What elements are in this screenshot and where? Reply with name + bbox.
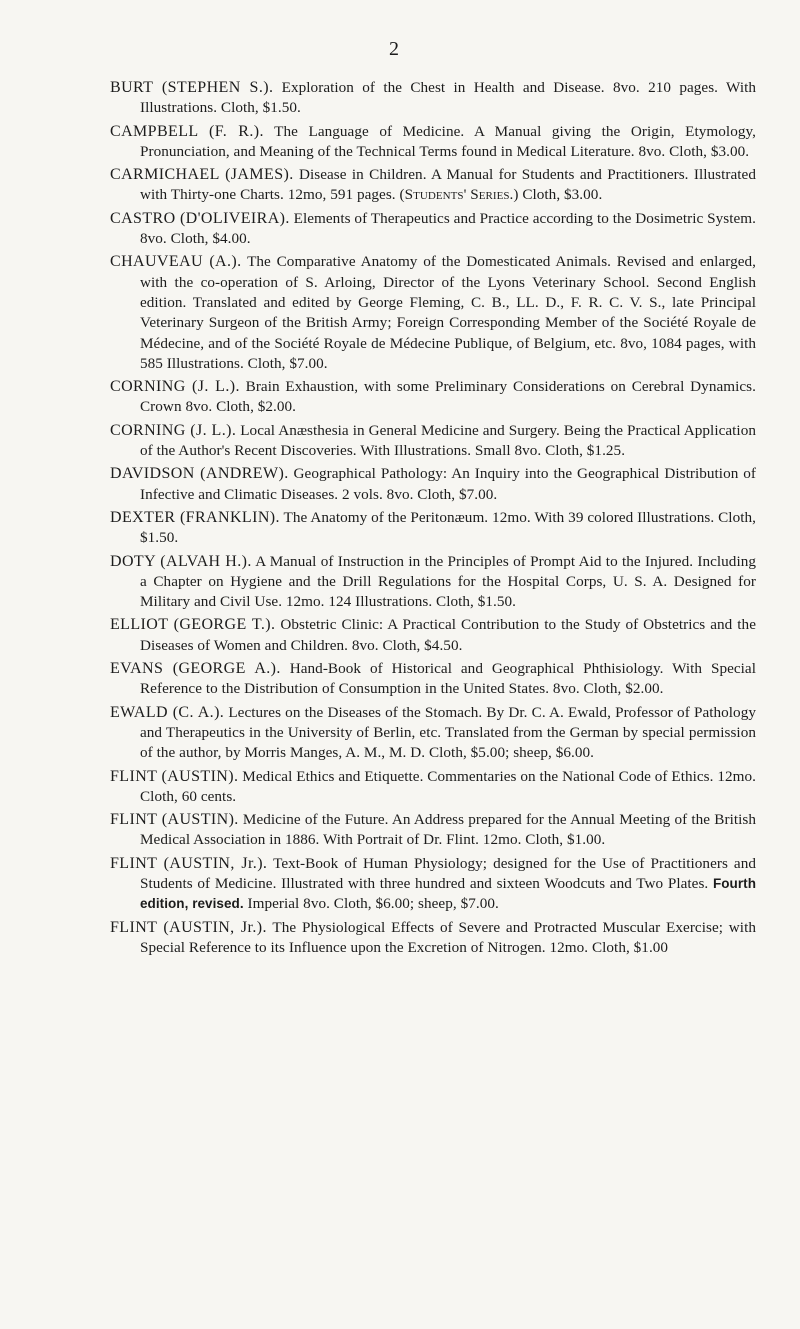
author-name: EVANS (GEORGE A.).	[110, 660, 281, 678]
book-entry	[110, 918, 756, 959]
author-name: CASTRO (D'OLIVEIRA).	[110, 209, 290, 227]
book-entry	[110, 854, 756, 915]
book-entry	[110, 122, 756, 163]
author-name: CHAUVEAU (A.).	[110, 253, 242, 271]
book-entry	[110, 615, 756, 656]
book-price: Imperial 8vo. Cloth, $6.00; sheep, $7.00.	[243, 895, 499, 913]
author-name: FLINT (AUSTIN, Jr.).	[110, 854, 268, 872]
book-list	[110, 78, 756, 958]
book-description: The Anatomy of the Peritonæum. 12mo. With 39 colored Illustrations. Cloth, $1.50.	[140, 508, 756, 547]
book-entry	[110, 659, 756, 700]
book-description: A Manual of Instruction in the Principles of Prompt Aid to the Injured. Including a Chapter on Hygiene and the Drill Regulations for the Hospital Corps, U. S. A. Designed for Military and Civil Use. 12mo. 124 Illustrations. Cloth, $1.50.	[140, 552, 756, 611]
book-description: Medicine of the Future. An Address prepared for the Annual Meeting of the British Medical Association in 1886. With Portrait of Dr. Flint. 12mo. Cloth, $1.00.	[140, 811, 756, 849]
book-description: Disease in Children. A Manual for Students and Practitioners. Illustrated with Thirty-one Charts. 12mo, 591 pages.	[140, 166, 756, 204]
book-price: Cloth, $3.00.	[518, 186, 603, 204]
book-entry	[110, 810, 756, 851]
author-name: ELLIOT (GEORGE T.).	[110, 616, 276, 634]
author-name: EWALD (C. A.).	[110, 703, 225, 721]
book-description: Exploration of the Chest in Health and Disease. 8vo. 210 pages. With Illustrations. Cloth, $1.50.	[140, 79, 756, 117]
author-name: DAVIDSON (ANDREW).	[110, 465, 289, 483]
book-description: Obstetric Clinic: A Practical Contribution to the Study of Obstetrics and the Diseases of Women and Children. 8vo. Cloth, $4.50.	[140, 616, 756, 654]
author-name: DEXTER (FRANKLIN).	[110, 508, 280, 526]
book-entry	[110, 421, 756, 462]
book-entry	[110, 78, 756, 119]
book-entry	[110, 377, 756, 418]
author-name: DOTY (ALVAH H.).	[110, 552, 252, 570]
book-entry	[110, 209, 756, 250]
book-description: The Physiological Effects of Severe and Protracted Muscular Exercise; with Special Reference to its Influence upon the Excretion of Nitrogen. 12mo. Cloth, $1.00	[140, 918, 756, 956]
book-entry	[110, 252, 756, 374]
author-name: FLINT (AUSTIN).	[110, 767, 239, 785]
author-name: CORNING (J. L.).	[110, 378, 240, 396]
book-entry	[110, 552, 756, 613]
author-name: CAMPBELL (F. R.).	[110, 122, 264, 140]
book-description: Text-Book of Human Physiology; designed for the Use of Practitioners and Students of Medicine. Illustrated with three hundred and sixteen Woodcuts and Two Plates.	[140, 854, 757, 892]
book-description: Local Anæsthesia in General Medicine and Surgery. Being the Practical Application of the Author's Recent Discoveries. With Illustrations. Small 8vo. Cloth, $1.25.	[140, 421, 756, 460]
author-name: CARMICHAEL (JAMES).	[110, 166, 294, 184]
author-name: FLINT (AUSTIN, Jr.).	[110, 918, 267, 936]
book-entry	[110, 464, 756, 505]
book-description: Medical Ethics and Etiquette. Commentaries on the National Code of Ethics. 12mo. Cloth, 60 cents.	[140, 767, 757, 805]
book-entry	[110, 767, 756, 808]
book-entry	[110, 165, 756, 206]
series-name: (Students' Series.)	[399, 186, 519, 204]
book-entry	[110, 703, 756, 764]
author-name: FLINT (AUSTIN).	[110, 811, 239, 829]
author-name: CORNING (J. L.).	[110, 421, 237, 439]
author-name: BURT (STEPHEN S.).	[110, 79, 274, 96]
edition-note: Fourth edition, revised.	[140, 875, 756, 912]
book-description: Hand-Book of Historical and Geographical Phthisiology. With Special Reference to the Distribution of Consumption in the United States. 8vo. Cloth, $2.00.	[140, 660, 756, 698]
book-description: The Comparative Anatomy of the Domesticated Animals. Revised and enlarged, with the co-operation of S. Arloing, Director of the Lyons Veterinary School. Second English edition. Translated and edited by George Fleming, C. B., LL. D., F. R. C. V. S., late Principal Veterinary Surgeon of the British Army; Foreign Corresponding Member of the Société Royale de Médecine, and of the Société Royale de Médecine Publique, of Belgium, etc. 8vo, 1084 pages, with 585 Illustrations. Cloth, $7.00.	[140, 253, 756, 372]
book-description: Geographical Pathology: An Inquiry into the Geographical Distribution of Infective and Climatic Diseases. 2 vols. 8vo. Cloth, $7.00.	[140, 465, 757, 503]
book-description: Lectures on the Diseases of the Stomach. By Dr. C. A. Ewald, Professor of Pathology and Therapeutics in the University of Berlin, etc. Translated from the German by special permission of the author, by Morris Manges, A. M., M. D. Cloth, $5.00; sheep, $6.00.	[140, 703, 756, 762]
book-description: The Language of Medicine. A Manual giving the Origin, Etymology, Pronunciation, and Meaning of the Technical Terms found in Medical Literature. 8vo. Cloth, $3.00.	[140, 122, 756, 160]
book-entry	[110, 508, 756, 549]
book-description: Elements of Therapeutics and Practice according to the Dosimetric System. 8vo. Cloth, $4.00.	[140, 209, 756, 248]
page-number: 2	[389, 38, 399, 60]
book-description: Brain Exhaustion, with some Preliminary Considerations on Cerebral Dynamics. Crown 8vo. Cloth, $2.00.	[140, 378, 756, 416]
